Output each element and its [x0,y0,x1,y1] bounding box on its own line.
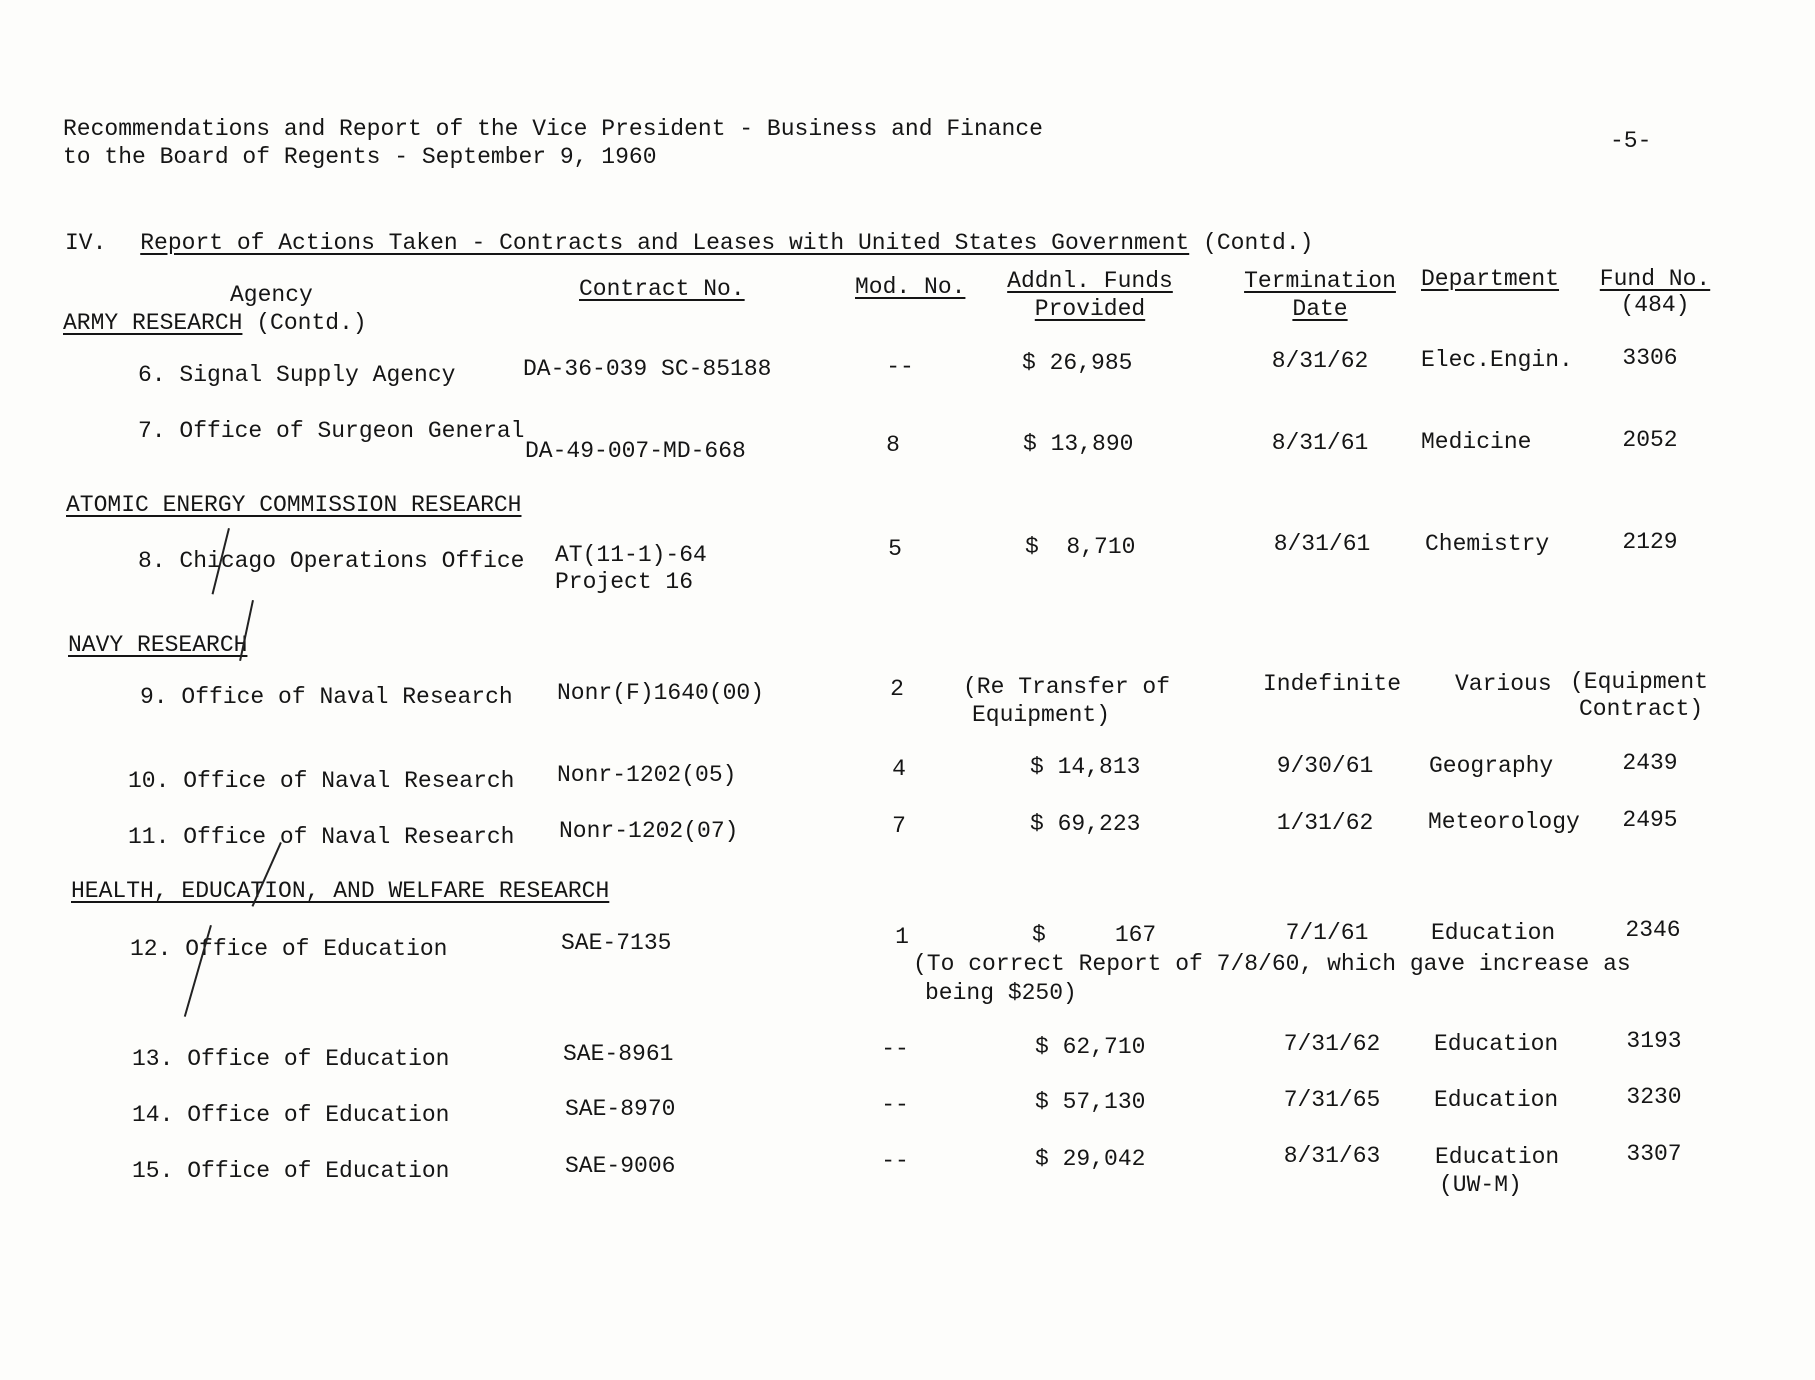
group-aec-title: ATOMIC ENERGY COMMISSION RESEARCH [66,492,522,518]
col-agency-header: Agency [230,282,313,308]
row-13-fund: 3193 [1626,1028,1682,1054]
row-7-funds: $ 13,890 [1023,431,1134,457]
section-number: IV. [65,230,107,256]
group-army-suffix: (Contd.) [256,310,367,336]
row-9-term: Indefinite [1263,671,1402,697]
row-7-dept: Medicine [1421,429,1532,455]
row-11-fund: 2495 [1622,807,1678,833]
row-10-contract: Nonr-1202(05) [557,762,737,788]
col-fund-header-2: (484) [1620,292,1690,318]
group-navy-title: NAVY RESEARCH [68,632,248,658]
row-10-term: 9/30/61 [1276,753,1374,779]
row-12-note-1: (To correct Report of 7/8/60, which gave increase as [913,951,1631,977]
row-14-contract: SAE-8970 [565,1096,676,1122]
row-15-contract: SAE-9006 [565,1153,676,1179]
col-fund-header-1: Fund No. [1599,266,1711,292]
row-13-mod: -- [881,1036,909,1062]
row-10-funds: $ 14,813 [1030,754,1141,780]
row-7-term: 8/31/61 [1271,430,1369,456]
row-7-fund: 2052 [1622,427,1678,453]
row-6-contract: DA-36-039 SC-85188 [523,356,772,382]
row-8-contract: AT(11-1)-64 [555,542,707,568]
row-9-fund: (Equipment [1570,669,1709,695]
col-term-header-2: Date [1292,296,1348,322]
row-14-funds: $ 57,130 [1035,1089,1146,1115]
row-9-funds-line-2: Equipment) [972,702,1111,728]
row-13-agency: 13. Office of Education [132,1046,450,1072]
row-9-mod: 2 [890,676,904,702]
row-8-contract-line-2: Project 16 [555,569,694,595]
row-6-term: 8/31/62 [1271,348,1369,374]
row-15-dept-line-2: (UW-M) [1439,1172,1522,1198]
row-8-mod: 5 [888,536,902,562]
col-term-header-1: Termination [1244,268,1396,294]
row-10-fund: 2439 [1622,750,1678,776]
row-10-mod: 4 [892,756,906,782]
col-funds-header-1: Addnl. Funds [1007,268,1173,294]
row-9-dept: Various [1455,671,1552,697]
page-number: -5- [1610,128,1652,154]
row-7-mod: 8 [886,432,900,458]
row-11-agency: 11. Office of Naval Research [128,824,515,850]
row-12-agency: 12. Office of Education [130,936,448,962]
row-11-dept: Meteorology [1428,809,1580,835]
group-army [63,312,367,335]
row-13-term: 7/31/62 [1283,1031,1381,1057]
row-11-mod: 7 [892,813,906,839]
section-suffix: (Contd.) [1203,230,1314,256]
row-10-agency: 10. Office of Naval Research [128,768,515,794]
group-hew-title: HEALTH, EDUCATION, AND WELFARE RESEARCH [71,878,610,904]
section-title: Report of Actions Taken - Contracts and Leases with United States Government [140,230,1190,256]
row-6-fund: 3306 [1622,345,1678,371]
section-heading [65,232,1313,255]
row-14-mod: -- [881,1092,909,1118]
header-line-2: to the Board of Regents - September 9, 1960 [63,144,657,170]
row-15-dept: Education [1435,1144,1560,1170]
row-10-dept: Geography [1429,753,1554,779]
row-8-fund: 2129 [1622,529,1678,555]
row-12-funds: $ 167 [1032,922,1157,948]
row-14-term: 7/31/65 [1283,1087,1381,1113]
row-15-term: 8/31/63 [1283,1143,1381,1169]
row-9-funds: (Re Transfer of [963,674,1171,700]
col-contract-header: Contract No. [579,276,745,302]
row-13-contract: SAE-8961 [563,1041,674,1067]
row-7-contract: DA-49-007-MD-668 [525,438,746,464]
row-8-agency: 8. Chicago Operations Office [138,548,525,574]
row-13-dept: Education [1434,1031,1559,1057]
row-11-contract: Nonr-1202(07) [559,818,739,844]
row-15-agency: 15. Office of Education [132,1158,450,1184]
row-11-term: 1/31/62 [1276,810,1374,836]
row-8-dept: Chemistry [1425,531,1550,557]
row-12-dept: Education [1431,920,1556,946]
row-12-fund: 2346 [1625,917,1681,943]
row-11-funds: $ 69,223 [1030,811,1141,837]
row-14-dept: Education [1434,1087,1559,1113]
row-8-funds: $ 8,710 [1025,534,1136,560]
row-15-funds: $ 29,042 [1035,1146,1146,1172]
col-dept-header: Department [1421,266,1560,292]
row-9-fund-line-2: Contract) [1579,696,1704,722]
row-6-agency: 6. Signal Supply Agency [138,362,456,388]
row-14-agency: 14. Office of Education [132,1102,450,1128]
header-line-1: Recommendations and Report of the Vice President - Business and Finance [63,116,1043,142]
row-13-funds: $ 62,710 [1035,1034,1146,1060]
row-15-fund: 3307 [1626,1141,1682,1167]
col-funds-header-2: Provided [1034,296,1146,322]
row-12-term: 7/1/61 [1285,920,1369,946]
row-12-contract: SAE-7135 [561,930,672,956]
row-7-agency: 7. Office of Surgeon General [138,418,525,444]
row-12-mod: 1 [895,924,909,950]
group-army-title: ARMY RESEARCH [63,310,243,336]
row-6-dept: Elec.Engin. [1421,347,1573,373]
row-6-funds: $ 26,985 [1022,350,1133,376]
row-15-mod: -- [881,1148,909,1174]
row-9-agency: 9. Office of Naval Research [140,684,513,710]
row-6-mod: -- [886,354,914,380]
row-8-term: 8/31/61 [1273,531,1371,557]
row-9-contract: Nonr(F)1640(00) [557,680,765,706]
row-14-fund: 3230 [1626,1084,1682,1110]
col-mod-header: Mod. No. [855,274,966,300]
row-12-note-2: being $250) [925,980,1077,1006]
